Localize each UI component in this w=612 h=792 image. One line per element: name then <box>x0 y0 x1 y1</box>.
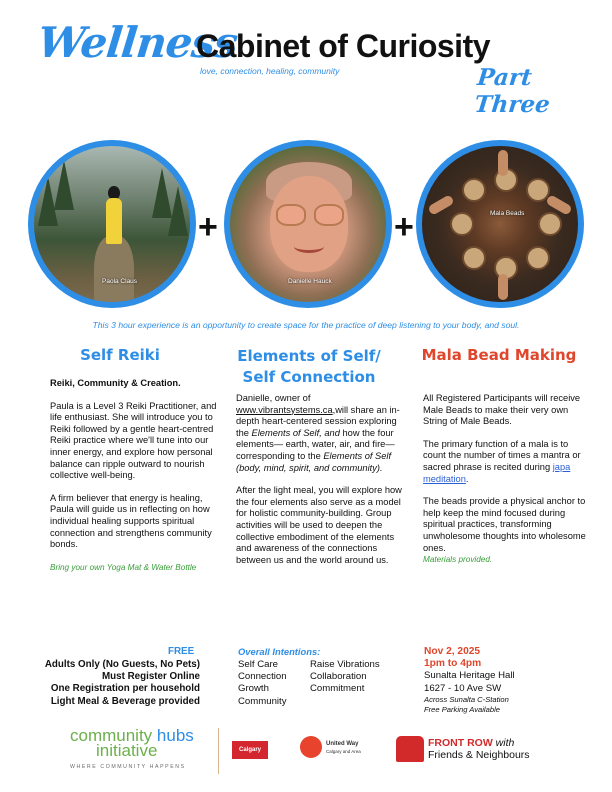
plus-icon: + <box>198 208 218 246</box>
japa-meditation-link[interactable]: japa meditation <box>423 461 571 484</box>
elements-text: ,will share an in-depth heart-centered session exploring the <box>236 404 400 438</box>
plus-icon: + <box>394 208 414 246</box>
hand-shape <box>427 194 455 216</box>
mala-paragraph-2 <box>423 439 591 485</box>
elements-emphasis: Elements of Self, and <box>251 427 340 438</box>
reiki-title: Self Reiki <box>80 346 160 364</box>
photo-caption: Mala Beads <box>490 210 525 217</box>
elements-title-line1: Elements of Self/ <box>237 347 381 365</box>
elements-text: how the four elements— earth, water, air, and fire— corresponding to the <box>236 427 395 461</box>
front-row-logo <box>428 737 530 761</box>
logo-text: Calgary and Area <box>326 749 361 754</box>
logo-divider <box>218 728 219 774</box>
reiki-paragraph-1: Paula is a Level 3 Reiki Practitioner, and life enthusiast. She will introduce you to Reiki followed by a gentle heart-centred Reiki practice where we'll tune into our inner energy, and explore how personal balance can ripple outward to nourish collective well-being. <box>50 400 217 481</box>
elements-emphasis: Elements of Self (body, mind, spirit, and community). <box>236 450 392 473</box>
mala-text: . <box>465 473 469 484</box>
logo-text: FRONT ROW <box>428 737 493 749</box>
photo-caption: Paola Claus <box>102 278 138 285</box>
materials-note: Materials provided. <box>423 555 493 565</box>
event-time: 1pm to 4pm <box>424 658 482 670</box>
smile-shape <box>294 240 324 253</box>
tree-shape <box>54 160 74 210</box>
chair-icon <box>396 736 424 762</box>
person-body <box>106 198 122 244</box>
mala-text: The primary function of a mala is to count the number of times a mantra or sacred phrase is recited during <box>423 438 581 472</box>
mala-title: Mala Bead Making <box>421 346 577 364</box>
intention-item: Commitment <box>310 683 365 695</box>
photo-caption: Danielle Hauck <box>288 278 332 285</box>
hiker-photo <box>28 140 196 308</box>
elements-title <box>226 346 392 388</box>
mala-beads-photo <box>416 140 584 308</box>
reiki-paragraph-2: A firm believer that energy is healing, Paula will guide us in reflecting on how individual healing supports spiritual connection and strengthens community bonds. <box>50 492 212 550</box>
intentions-title: Overall Intentions: <box>238 646 321 657</box>
event-address: 1627 - 10 Ave SW <box>424 682 502 694</box>
logo-text: United Way <box>326 741 359 747</box>
bowl-shape <box>462 178 486 202</box>
logo-text: with <box>492 737 515 749</box>
intention-item: Raise Vibrations <box>310 659 380 670</box>
mala-section <box>423 393 591 566</box>
bowl-shape <box>526 246 550 270</box>
intention-item: Collaboration <box>310 671 367 683</box>
free-label: FREE <box>168 646 195 657</box>
bowl-shape <box>450 212 474 236</box>
intention-item: Growth <box>238 683 269 695</box>
elements-section <box>236 393 406 577</box>
intention-item: Connection <box>238 671 287 683</box>
mala-paragraph-1: All Registered Participants will receive Male Beads to make their very own String of Male Beads. <box>423 393 581 427</box>
calgary-logo: Calgary <box>232 741 268 759</box>
tagline: love, connection, healing, community <box>200 66 340 76</box>
glasses-lens <box>314 204 344 226</box>
logo-text: Friends & Neighbours <box>428 749 530 761</box>
bowl-shape <box>462 246 486 270</box>
community-hubs-tagline: WHERE COMMUNITY HAPPENS <box>70 764 186 770</box>
logo-text: hubs <box>152 726 194 745</box>
experience-statement: This 3 hour experience is an opportunity to create space for the practice of deep listening to your body, and soul. <box>92 320 520 330</box>
part-label: Part Three <box>473 64 552 118</box>
intention-item: Self Care <box>238 659 278 670</box>
requirements-list <box>24 659 200 708</box>
event-date: Nov 2, 2025 <box>424 646 481 657</box>
wellness-script-title: Wellness <box>35 18 240 67</box>
requirement-item: One Registration per household <box>50 683 200 695</box>
elements-paragraph-1 <box>236 393 406 474</box>
united-way-icon <box>300 736 322 758</box>
reiki-bring-note: Bring your own Yoga Mat & Water Bottle <box>50 562 197 572</box>
hand-shape <box>498 274 508 300</box>
united-way-logo <box>326 741 361 755</box>
requirement-item: Light Meal & Beverage provided <box>50 695 200 707</box>
intention-item: Community <box>238 695 287 707</box>
elements-title-line2: Self Connection <box>242 368 376 386</box>
elements-intro: Danielle, owner of <box>236 393 311 403</box>
requirement-item: Adults Only (No Guests, No Pets) <box>44 659 200 670</box>
vibrantsystems-link[interactable]: www.vibrantsystems.ca <box>236 404 333 415</box>
reiki-section <box>50 378 220 573</box>
logo-text: community <box>70 726 153 745</box>
tree-shape <box>168 186 188 236</box>
event-venue: Sunalta Heritage Hall <box>424 670 515 682</box>
hand-shape <box>498 150 508 176</box>
event-parking: Free Parking Available <box>424 704 500 714</box>
logo-text: initiative <box>96 741 158 760</box>
glasses-lens <box>276 204 306 226</box>
page-title: Cabinet of Curiosity <box>196 28 491 64</box>
mala-paragraph-3: The beads provide a physical anchor to help keep the mind focused during spiritual practices, transforming unwholesome thoughts into wholesome ones. <box>423 496 586 553</box>
intentions-left <box>238 659 287 708</box>
community-hubs-logo <box>70 728 194 758</box>
intentions-right <box>310 659 380 696</box>
requirement-item: Must Register Online <box>102 671 200 683</box>
event-transit: Across Sunalta C-Station <box>424 694 509 704</box>
event-details <box>424 646 515 715</box>
bowl-shape <box>538 212 562 236</box>
portrait-photo <box>224 140 392 308</box>
reiki-subtitle: Reiki, Community & Creation. <box>50 378 181 388</box>
trail-shape <box>94 236 134 308</box>
elements-paragraph-2: After the light meal, you will explore how the four elements also serve as a model for holistic community-building. Group activities will be used to deepen the collective embodiment of the elements and awareness of the connections between us and the world around us. <box>236 485 402 565</box>
